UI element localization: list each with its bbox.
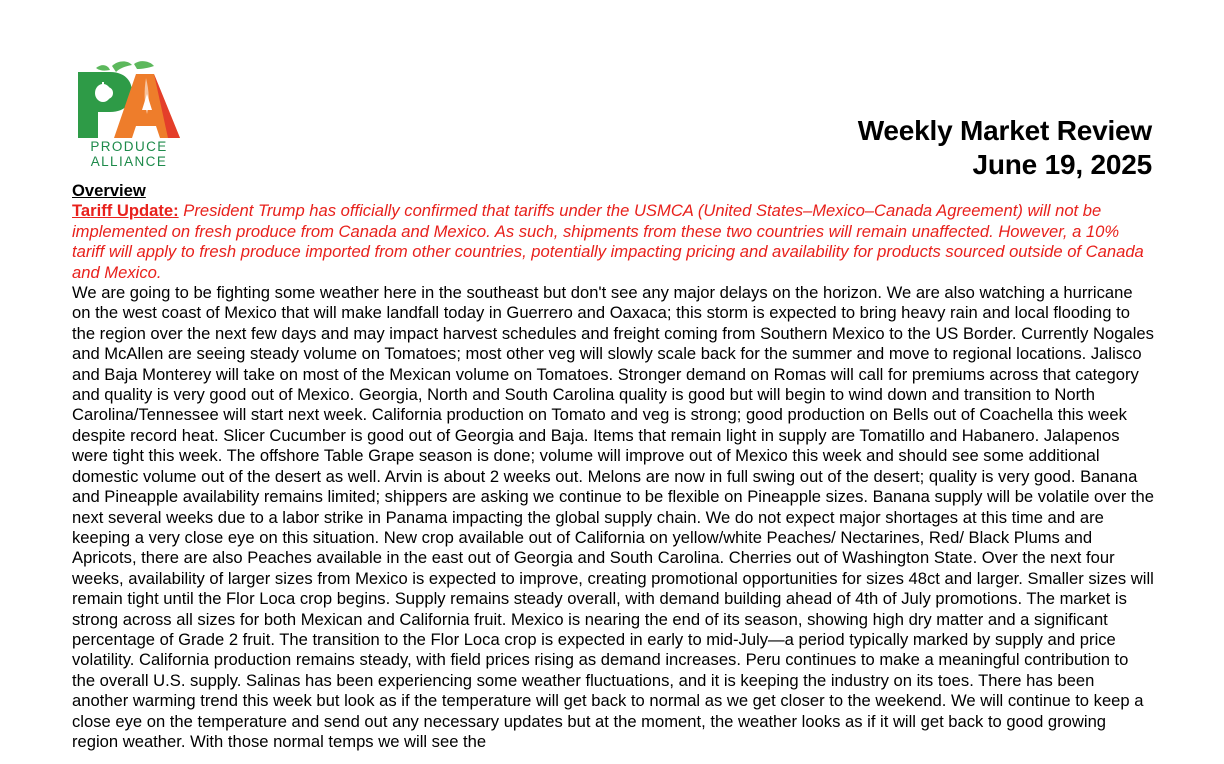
overview-body-paragraph: We are going to be fighting some weather here in the southeast but don't see any major delays on the horizon. We are also watching a hurricane on the west coast of Mexico that will make landfall today in Guerrero and Oaxaca; this storm is expected to bring heavy rain and local flooding to the region over the next few days and may impact harvest schedules and freight coming from Southern Mexico to the US Border. Currently Nogales and McAllen are seeing steady volume on Tomatoes; most other veg will slowly scale back for the summer and move to regional locations. Jalisco and Baja Monterey will take on most of the Mexican volume on Tomatoes. Stronger demand on Romas will call for premiums across that category and quality is very good out of Mexico. Georgia, North and South Carolina quality is good but will begin to wind down and transition to North Carolina/Tennessee will start next week. California production on Tomato and veg is strong; good production on Bells out of Coachella this week despite record heat. Slicer Cucumber is good out of Georgia and Baja. Items that remain light in supply are Tomatillo and Habanero. Jalapenos were tight this week. The offshore Table Grape season is done; volume will improve out of Mexico this week and should see some additional domestic volume out of the desert as well. Arvin is about 2 weeks out. Melons are now in full swing out of the desert; quality is very good. Banana and Pineapple availability remains limited; shippers are asking we continue to be flexible on Pineapple sizes. Banana supply will be volatile over the next several weeks due to a labor strike in Panama impacting the global supply chain. We do not expect major shortages at this time and are keeping a very close eye on this situation. New crop available out of California on yellow/white Peaches/ Nectarines, Red/ Black Plums and Apricots, there are also Peaches available in the east out of Georgia and South Carolina. Cherries out of Washington State. Over the next four weeks, availability of larger sizes from Mexico is expected to improve, creating promotional opportunities for sizes 48ct and larger. Smaller sizes will remain tight until the Flor Loca crop begins. Supply remains steady overall, with demand building ahead of 4th of July promotions. The market is strong across all sizes for both Mexican and California fruit. Mexico is nearing the end of its season, showing high dry matter and a significant percentage of Grade 2 fruit. The transition to the Flor Loca crop is expected in early to mid-July—a period typically marked by supply and price volatility. California production remains steady, with field prices rising as demand increases. Peru continues to make a meaningful contribution to the overall U.S. supply. Salinas has been experiencing some weather fluctuations, and it is keeping the industry on its toes. There has been another warming trend this week but look as if the temperature will get back to normal as we get closer to the weekend. We will continue to keep a close eye on the temperature and send out any necessary updates but at the moment, the weather looks as if it will get back to good growing region weather. With those normal temps we will see the (72, 283, 1154, 751)
overview-heading: Overview (72, 181, 146, 200)
page-title: Weekly Market Review (857, 115, 1152, 146)
tariff-update-paragraph (72, 201, 1154, 283)
produce-alliance-logo (74, 60, 184, 172)
logo-text-produce: PRODUCE (90, 139, 168, 154)
logo-mark-icon (74, 60, 184, 140)
report-content (72, 181, 1154, 752)
header-title-block (858, 114, 1152, 182)
report-date: June 19, 2025 (972, 149, 1152, 180)
tariff-update-label: Tariff Update: (72, 201, 179, 221)
logo-text-alliance: ALLIANCE (90, 154, 168, 169)
tariff-update-text: President Trump has officially confirmed that tariffs under the USMCA (United States–Mexico–Canada Agreement) will not be implemented on fresh produce from Canada and Mexico. As such, shipments from these two countries will remain unaffected. However, a 10% tariff will apply to fresh produce imported from other countries, potentially impacting pricing and availability for products sourced outside of Canada and Mexico. (72, 201, 1144, 282)
